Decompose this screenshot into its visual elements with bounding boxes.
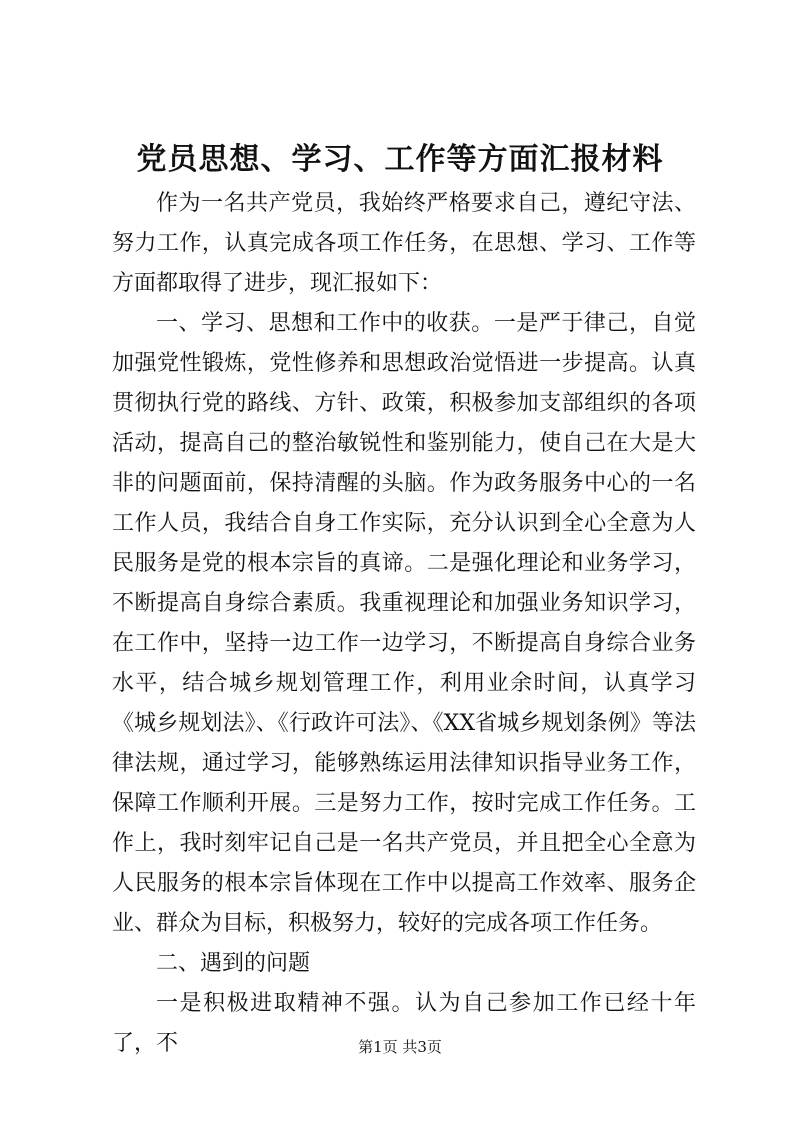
paragraph-intro: 作为一名共产党员，我始终严格要求自己，遵纪守法、努力工作，认真完成各项工作任务，在思想、学习、工作等方面都取得了进步，现汇报如下： xyxy=(112,191,696,296)
page-number-footer: 第1页 共3页 xyxy=(358,1038,442,1056)
document-body xyxy=(112,184,696,1064)
paragraph-problems: 一是积极进取精神不强。认为自己参加工作已经十年了，不 xyxy=(112,991,696,1056)
document-title: 党员思想、学习、工作等方面汇报材料 xyxy=(136,142,664,177)
paragraph-gains: 一、学习、思想和工作中的收获。一是严于律己，自觉加强党性锻炼，党性修养和思想政治觉悟进一步提高。认真贯彻执行党的路线、方针、政策，积极参加支部组织的各项活动，提高自己的整治敏锐性和鉴别能力，使自己在大是大非的问题面前，保持清醒的头脑。作为政务服务中心的一名工作人员，我结合自身工作实际，充分认识到全心全意为人民服务是党的根本宗旨的真谛。二是强化理论和业务学习，不断提高自身综合素质。我重视理论和加强业务知识学习，在工作中，坚持一边工作一边学习，不断提高自身综合业务水平，结合城乡规划管理工作，利用业余时间，认真学习《城乡规划法》、《行政许可法》、《XX省城乡规划条例》等法律法规，通过学习，能够熟练运用法律知识指导业务工作，保障工作顺利开展。三是努力工作，按时完成工作任务。工作上，我时刻牢记自己是一名共产党员，并且把全心全意为人民服务的根本宗旨体现在工作中以提高工作效率、服务企业、群众为目标，积极努力，较好的完成各项工作任务。 xyxy=(112,311,696,936)
section-heading-problems: 二、遇到的问题 xyxy=(156,951,311,976)
